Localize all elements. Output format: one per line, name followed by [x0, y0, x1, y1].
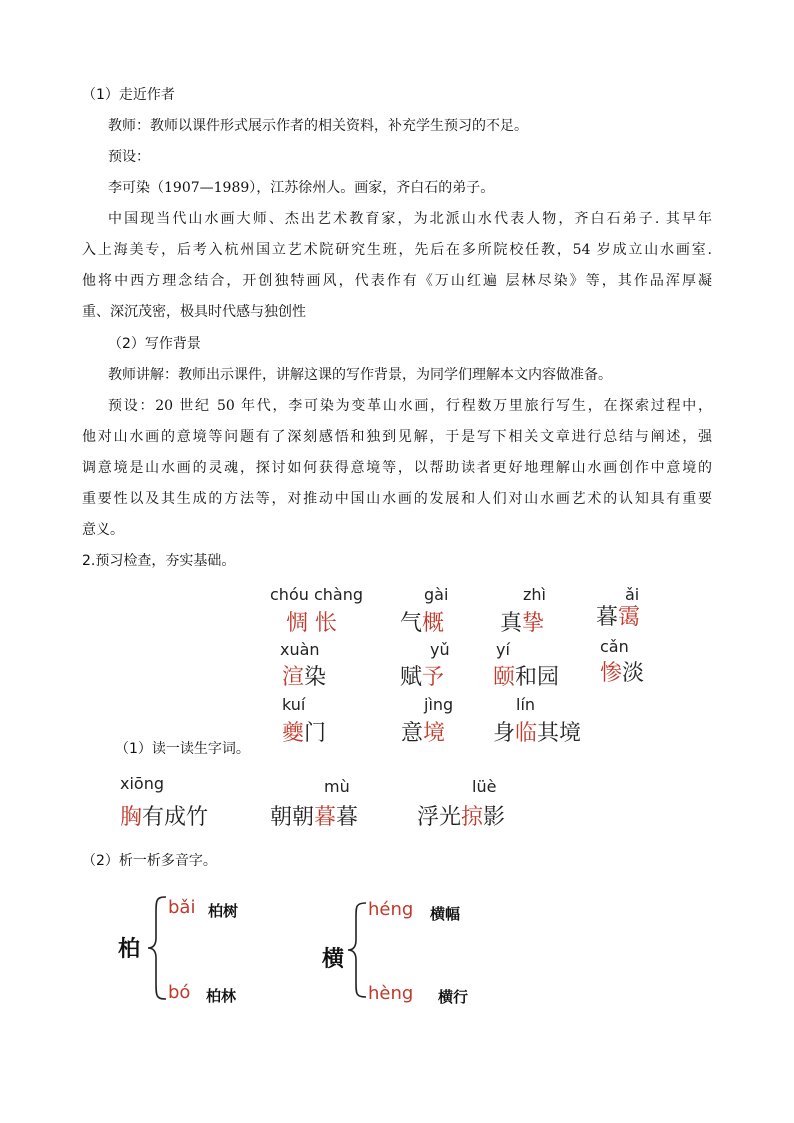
pinyin: gài: [424, 585, 449, 604]
polyphonic-word: 横行: [438, 988, 469, 1006]
vocab-word: 意境: [401, 721, 446, 746]
polyphonic-pinyin: bó: [168, 982, 191, 1003]
pinyin: mù: [324, 777, 350, 796]
vocab-word: 身临其境: [493, 721, 582, 746]
author-paragraph-line: 他将中西方理念结合，开创独特画风，代表作有《万山红遍 层林尽染》等，其作品浑厚凝: [82, 273, 712, 289]
preset-label: 预设：: [108, 149, 150, 165]
vocab-word: 颐和园: [493, 665, 560, 690]
vocab-word: 暮霭: [596, 605, 641, 630]
polyphonic-char: 横: [322, 946, 345, 972]
vocab-word: 赋予: [400, 665, 445, 690]
vocab-word: 渲染: [282, 665, 327, 690]
pinyin: zhì: [523, 585, 546, 604]
section-heading-author: （1）走近作者: [82, 87, 175, 103]
background-paragraph-line: 调意境是山水画的灵魂，探讨如何获得意境等，以帮助读者更好地理解山水画创作中意境的: [82, 460, 712, 476]
author-paragraph-line: 入上海美专，后考入杭州国立艺术院研究生班，先后在多所院校任教，54 岁成立山水画室.: [82, 242, 712, 258]
vocab-word: 胸有成竹: [120, 805, 209, 830]
brace-icon: [146, 894, 168, 1002]
polyphonic-pinyin: hèng: [368, 983, 414, 1004]
pinyin: cǎn: [600, 637, 629, 656]
polyphonic-word: 柏树: [208, 902, 239, 920]
pinyin: kuí: [282, 695, 306, 714]
pinyin: lüè: [472, 777, 497, 796]
pinyin: yí: [496, 640, 510, 659]
teacher-lecture: 教师讲解：教师出示课件，讲解这课的写作背景，为同学们理解本文内容做准备。: [108, 367, 612, 383]
background-paragraph-line: 重要性以及其生成的方法等，对推动中国山水画的发展和人们对山水画艺术的认知具有重要: [82, 491, 712, 507]
pinyin: lín: [516, 695, 536, 714]
pinyin: yǔ: [430, 640, 450, 659]
polyphonic-pinyin: héng: [368, 899, 414, 920]
author-paragraph-line: 重、深沉茂密，极具时代感与独创性: [82, 304, 306, 320]
background-paragraph-line: 他对山水画的意境等问题有了深刻感悟和独到见解，于是写下相关文章进行总结与阐述，强: [82, 429, 712, 445]
vocab-word: 惨淡: [600, 661, 645, 686]
polyphonic-char: 柏: [118, 936, 141, 962]
teacher-instruction: 教师：教师以课件形式展示作者的相关资料，补充学生预习的不足。: [108, 118, 528, 134]
author-bio-line: 李可染（1907—1989），江苏徐州人。画家，齐白石的弟子。: [108, 180, 495, 196]
vocab-word: 夔门: [282, 721, 327, 746]
preview-heading: 2.预习检查，夯实基础。: [82, 553, 236, 569]
pinyin: chóu chàng: [270, 585, 363, 604]
vocab-word: 真挚: [500, 611, 545, 636]
polyphonic-pinyin: bǎi: [168, 897, 196, 918]
vocab-word: 朝朝暮暮: [270, 805, 359, 830]
pinyin: xuàn: [280, 640, 320, 659]
polyphonic-heading: （2）析一析多音字。: [82, 853, 217, 869]
vocab-word: 惆 怅: [286, 611, 337, 636]
section-heading-background: （2）写作背景: [108, 336, 201, 352]
vocab-word: 浮光掠影: [417, 805, 506, 830]
brace-icon: [346, 900, 368, 1000]
polyphonic-word: 横幅: [430, 905, 461, 923]
pinyin: xiōng: [120, 774, 164, 793]
author-paragraph-line: 中国现当代山水画大师、杰出艺术教育家，为北派山水代表人物，齐白石弟子. 其早年: [108, 211, 712, 227]
read-heading: （1）读一读生字词。: [115, 741, 250, 757]
background-paragraph-line: 意义。: [82, 522, 124, 538]
vocab-word: 气概: [400, 611, 445, 636]
background-paragraph-line: 预设：20 世纪 50 年代，李可染为变革山水画，行程数万里旅行写生，在探索过程中，: [108, 398, 712, 414]
polyphonic-word: 柏林: [206, 987, 237, 1005]
pinyin: ǎi: [625, 585, 640, 604]
pinyin: jìng: [424, 695, 454, 714]
